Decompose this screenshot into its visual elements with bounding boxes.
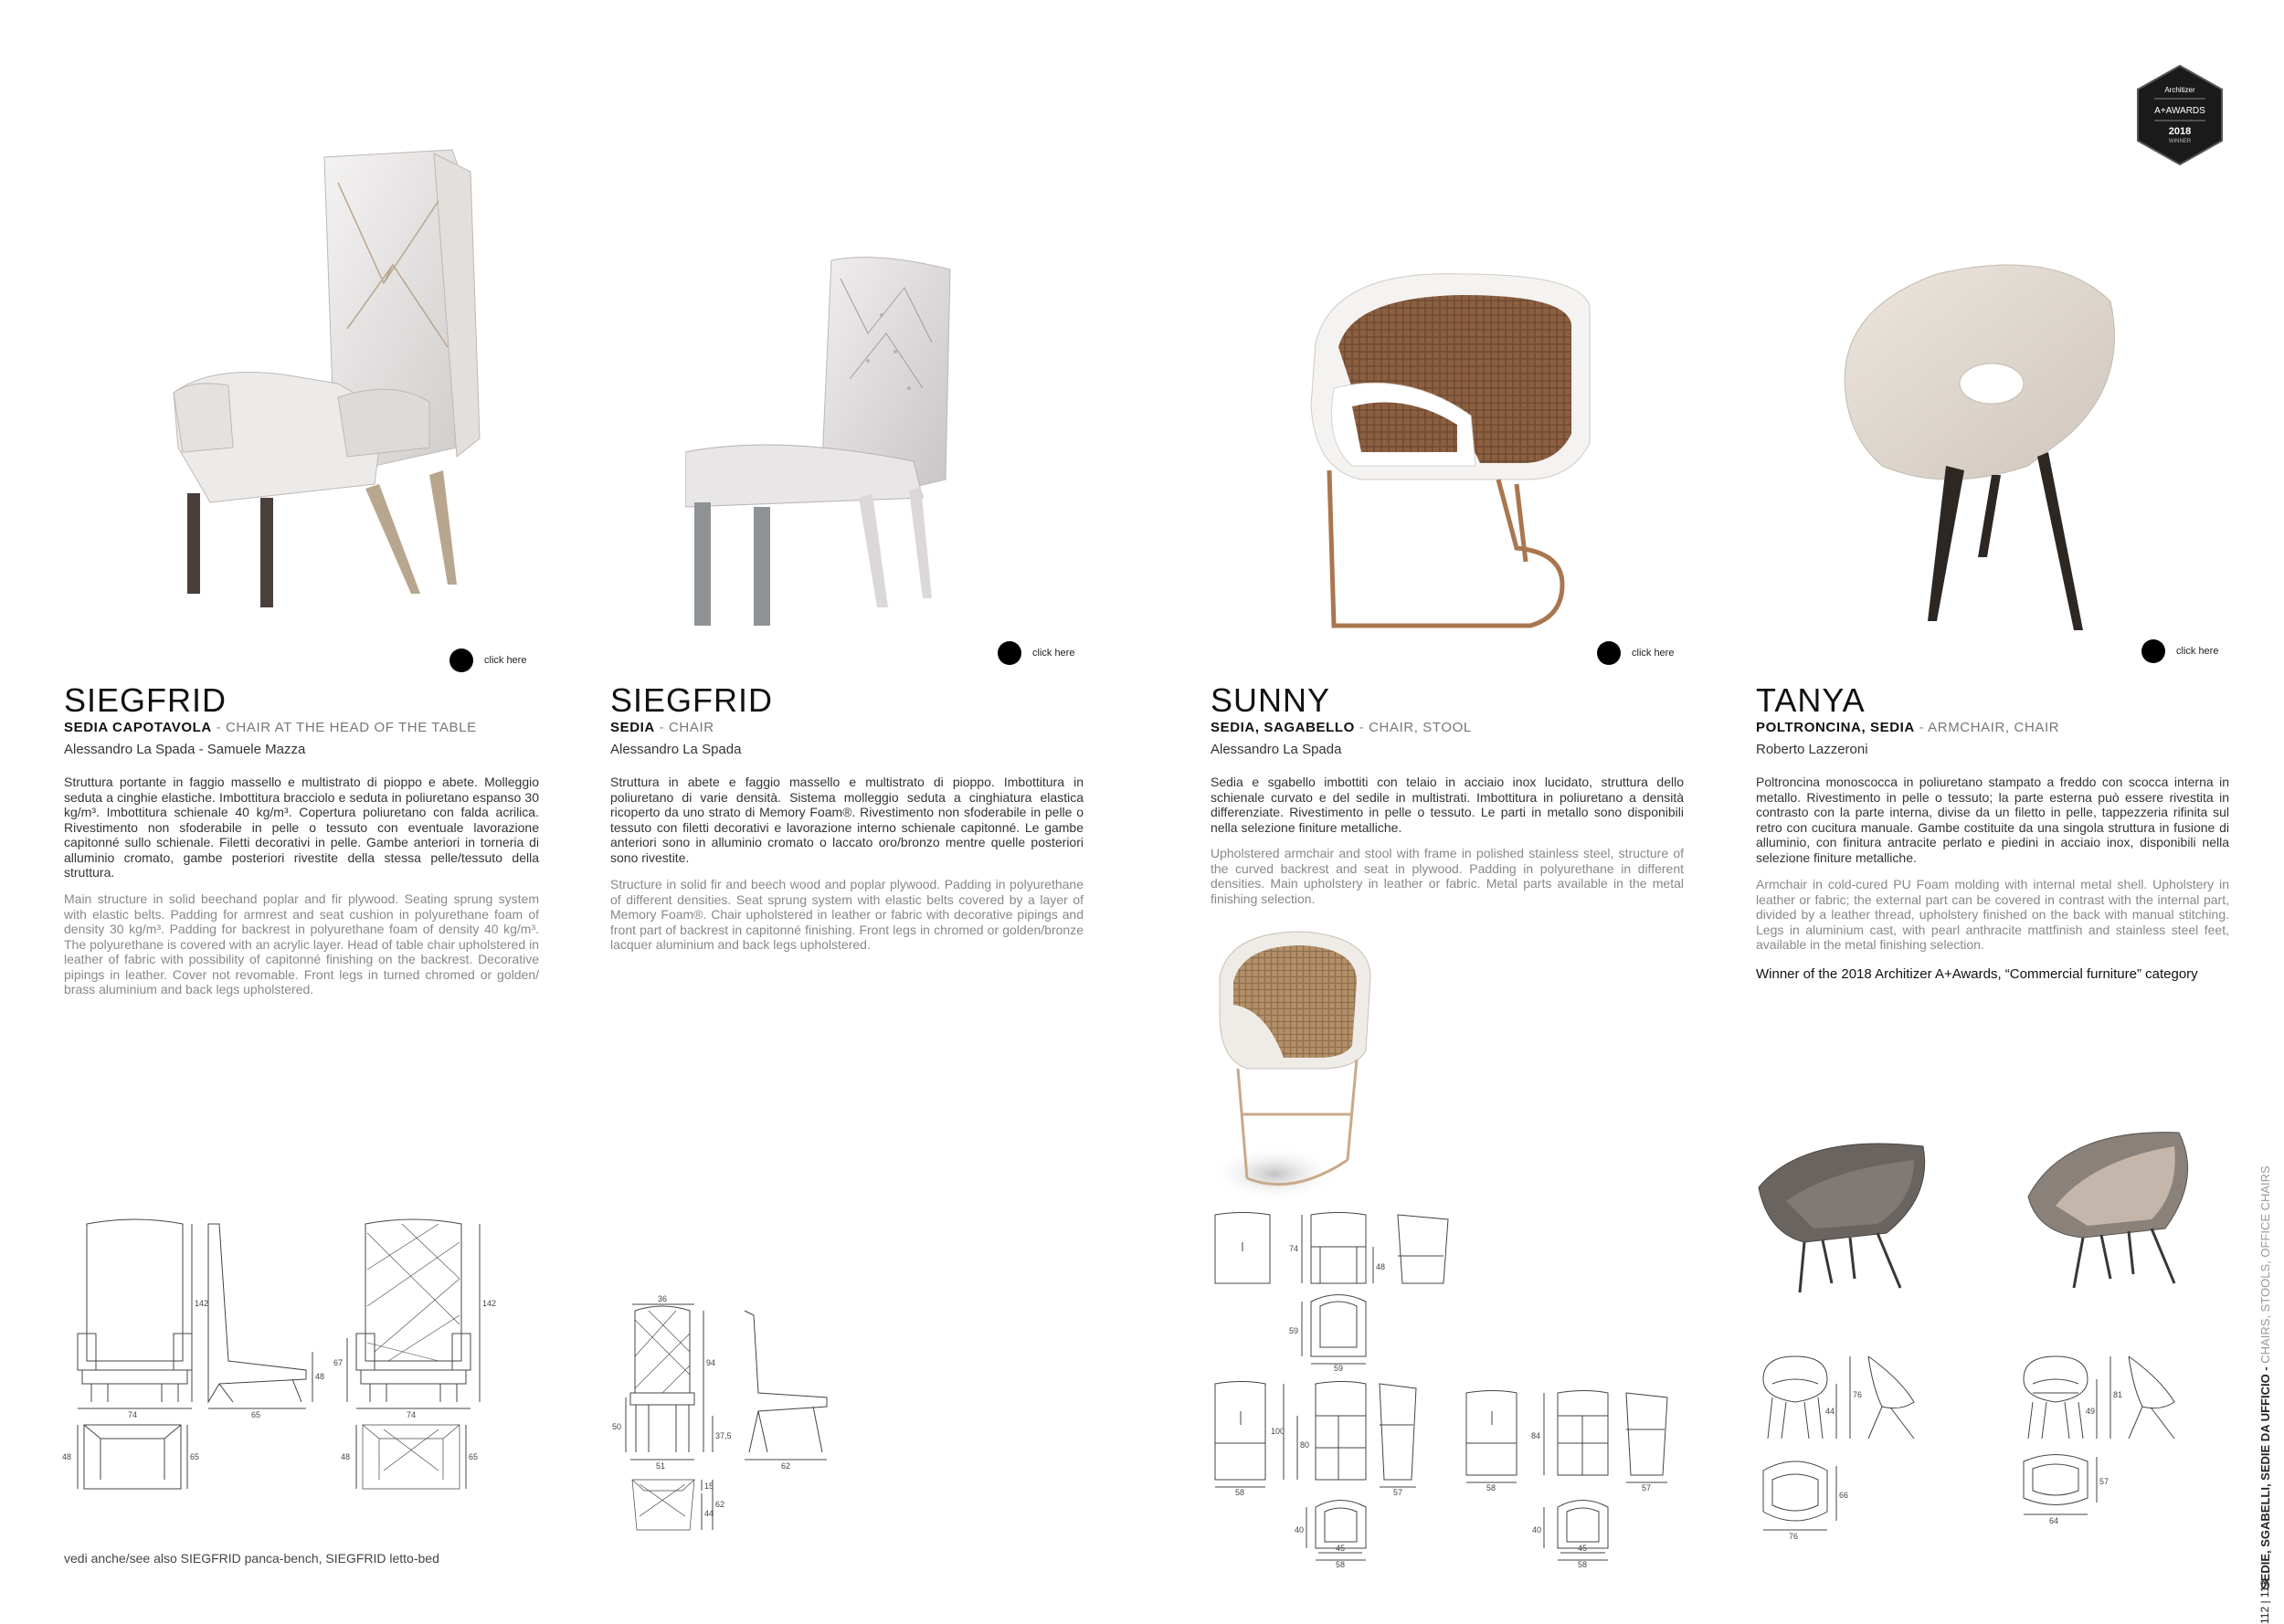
product-designer: Roberto Lazzeroni [1756, 742, 1868, 757]
product-subtitle [1211, 720, 1472, 735]
dimension-label: 62 [715, 1500, 725, 1509]
badge-brand: Architizer [2164, 86, 2195, 94]
dimension-label: 80 [1300, 1440, 1310, 1450]
description-italian: Struttura in abete e faggio massello e multistrato di pioppo. Imbottitura in poliuretano di varie densità. Sistema molleggio seduta a cinghiatura elastica ricoperto da uno strato di Memory Foam®. Rivestimento non sfoderabile in pelle o tessuto con filetti decorativi e lavorazione interno schienale capitonné. Le gambe anteriori sono in alluminio cromato o laccato oro/bronzo mentre quelle posteriori sono rivestite. [610, 775, 1084, 865]
dimension-label: 58 [1336, 1560, 1346, 1569]
dimension-label: 48 [62, 1452, 72, 1461]
dimension-label: 62 [781, 1461, 791, 1471]
siegfrid-head-chair-photo [155, 146, 484, 612]
dimension-label: 65 [190, 1452, 200, 1461]
dimension-label: 74 [128, 1410, 138, 1419]
description-english: Armchair in cold-cured PU Foam molding with internal metal shell. Upholstery in leather or fabric; the external part can be covered in contrast with the internal part, divided by a leather thread, upholstery finished on the back with manual stitching. Legs in aluminium cast, with pearl anthracite mattfinish and stainless steel feet, available in the metal finishing selection. [1756, 877, 2229, 952]
dimension-label: 66 [1839, 1491, 1849, 1500]
black-dot-icon [449, 649, 473, 672]
sunny-stool-technical-drawing-1 [1211, 1379, 1421, 1569]
product-designer: Alessandro La Spada [610, 742, 742, 757]
see-also-footnote: vedi anche/see also SIEGFRID panca-bench, SIEGFRID letto-bed [64, 1551, 439, 1566]
tanya-chair-photo [1836, 256, 2120, 639]
description-italian: Struttura portante in faggio massello e multistrato di pioppo e abete. Molleggio seduta a cinghie elastiche. Imbottitura bracciolo e seduta in poliuretano espanso 30 kg/m³. Imbottitura schienale 40 kg/m³. Copertura poliuretano con falda acrilica. Rivestimento non sfoderabile in pelle o tessuto con eventuale lavorazione capitonné sullo schienale. Filetti decorativi in pelle. Gambe anteriori in torneria di alluminio cromato, gambe posteriori rivestite della stessa pelle/tessuto della struttura. [64, 775, 539, 880]
click-here-link-siegfrid-head[interactable] [449, 649, 526, 672]
dimension-label: 48 [1376, 1262, 1386, 1271]
product-title: TANYA [1756, 681, 1866, 719]
siegfrid-chair-photo [685, 251, 959, 630]
dimension-label: 142 [482, 1299, 497, 1308]
click-here-link-tanya[interactable] [2141, 639, 2218, 663]
dimension-label: 64 [2049, 1516, 2059, 1525]
section-label-italian: SEDIE, SGABELLI, SEDIE DA UFFICIO - [2258, 1363, 2272, 1589]
subtitle-italian: POLTRONCINA, SEDIA [1756, 720, 1915, 735]
subtitle-english: CHAIR [668, 720, 714, 735]
tanya-technical-drawing-2 [2014, 1352, 2197, 1548]
dimension-label: 44 [704, 1509, 714, 1518]
dimension-label: 76 [1853, 1390, 1863, 1399]
product-subtitle [1756, 720, 2059, 735]
dimension-label: 59 [1289, 1326, 1299, 1335]
dimension-label: 57 [1642, 1483, 1652, 1492]
click-here-label: click here [1632, 648, 1675, 659]
product-designer: Alessandro La Spada - Samuele Mazza [64, 742, 306, 757]
sunny-chair-technical-drawing [1211, 1210, 1457, 1373]
dimension-label: 84 [1531, 1431, 1541, 1440]
subtitle-italian: SEDIA [610, 720, 655, 735]
dimension-label: 50 [612, 1422, 622, 1431]
dimension-label: 37,5 [715, 1431, 732, 1440]
dimension-label: 15 [704, 1482, 714, 1491]
subtitle-separator: - [1354, 720, 1369, 735]
dimension-label: 81 [2113, 1390, 2123, 1399]
award-winner-note: Winner of the 2018 Architizer A+Awards, “Commercial furniture” category [1756, 966, 2198, 982]
tanya-render-dark-photo [1750, 1133, 1932, 1297]
subtitle-english: CHAIR, STOOL [1369, 720, 1472, 735]
subtitle-separator: - [654, 720, 669, 735]
dimension-label: 51 [656, 1461, 666, 1471]
dimension-label: 65 [469, 1452, 479, 1461]
architizer-award-badge [2134, 64, 2226, 166]
section-label-english: CHAIRS, STOOLS, OFFICE CHAIRS [2258, 1165, 2272, 1364]
siegfrid-head-technical-drawing [62, 1215, 548, 1516]
dimension-label: 58 [1235, 1488, 1245, 1497]
dimension-label: 49 [2086, 1407, 2096, 1416]
description-italian: Sedia e sgabello imbottiti con telaio in acciaio inox lucidato, struttura dello schienale curvato e del sedile in multistrati. Imbottitura in poliuretano a densità differenziate. Rivestimento in pelle o tessuto. Le parti in metallo sono disponibili nella selezione finiture metalliche. [1211, 775, 1684, 835]
dimension-label: 45 [1336, 1544, 1346, 1553]
description-english: Main structure in solid beechand poplar and fir plywood. Seating sprung system with elastic belts. Padding for armrest and seat cushion in polyurethane foam of density 30 kg/m³. Padding for backrest in polyurethane foam of density 40 kg/m³. The polyurethane is covered with an acrylic layer. Head of table chair upholstered in leather of fabric with possibility of capitonné finishing on the backrest. Decorative pipings in leather. Cover not revomable. Front legs in turned chromed or golden/ brass aluminium and back legs upholstered. [64, 891, 539, 997]
sunny-stool-photo [1211, 923, 1384, 1206]
click-here-link-sunny[interactable] [1597, 641, 1674, 665]
dimension-label: 58 [1578, 1560, 1588, 1569]
product-designer: Alessandro La Spada [1211, 742, 1342, 757]
dimension-label: 48 [315, 1372, 325, 1381]
subtitle-english: ARMCHAIR, CHAIR [1928, 720, 2060, 735]
dimension-label: 65 [251, 1410, 261, 1419]
dimension-label: 76 [1789, 1532, 1799, 1541]
subtitle-separator: - [211, 720, 226, 735]
dimension-label: 100 [1271, 1427, 1285, 1436]
tanya-render-beige-photo [2019, 1123, 2202, 1288]
description-english: Structure in solid fir and beech wood and poplar plywood. Padding in polyurethane of different densities. Seat sprung system with elastic belts covered by a layer of Memory Foam®. Chair upholstered in leather or fabric with decorative pipings and front part of backrest in capitonné finishing. Front legs in chromed or golden/bronze lacquer aluminium and back legs upholstered. [610, 877, 1084, 952]
section-vertical-label [2258, 1165, 2272, 1589]
dimension-label: 36 [658, 1294, 668, 1303]
black-dot-icon [1597, 641, 1621, 665]
click-here-link-siegfrid-chair[interactable] [998, 641, 1074, 665]
sunny-chair-photo [1297, 260, 1599, 644]
subtitle-separator: - [1914, 720, 1929, 735]
badge-year: 2018 [2168, 126, 2192, 137]
dimension-label: 45 [1578, 1544, 1588, 1553]
product-subtitle [610, 720, 714, 735]
dimension-label: 40 [1532, 1525, 1542, 1534]
dimension-label: 67 [333, 1358, 344, 1367]
description-english: Upholstered armchair and stool with frame in polished stainless steel, structure of the curved backrest and seat in plywood. Padding in polyurethane in different densities. Main upholstery in leather or fabric. Metal parts available in the metal finishing selection. [1211, 846, 1684, 906]
badge-award: A+AWARDS [2154, 106, 2205, 116]
click-here-label: click here [1032, 648, 1075, 659]
dimension-label: 57 [2099, 1477, 2110, 1486]
product-subtitle [64, 720, 477, 735]
dimension-label: 74 [1289, 1244, 1299, 1253]
dimension-label: 44 [1825, 1407, 1835, 1416]
black-dot-icon [2141, 639, 2165, 663]
click-here-label: click here [2176, 646, 2219, 657]
product-title: SUNNY [1211, 681, 1331, 719]
page-numbers: 112 | 113 [2258, 1579, 2271, 1624]
dimension-label: 58 [1486, 1483, 1496, 1492]
badge-status: WINNER [2168, 139, 2192, 144]
dimension-label: 48 [341, 1452, 351, 1461]
tanya-technical-drawing-1 [1754, 1352, 1937, 1562]
description-italian: Poltroncina monoscocca in poliuretano stampato a freddo con scocca interna in metallo. Rivestimento in pelle o tessuto; la parte esterna può essere rivestita in contrasto con la parte interna, divise da un filetto in pelle, tappezzeria rifinita sul retro con cucitura manuale. Gambe costituite da una singola struttura in fusione di alluminio, con finitura antracite perlato e piedini in acciaio inox, disponibili nella selezione finiture metalliche. [1756, 775, 2229, 865]
dimension-label: 59 [1334, 1364, 1344, 1373]
sunny-stool-technical-drawing-2 [1462, 1388, 1681, 1569]
dimension-label: 57 [1393, 1488, 1403, 1497]
subtitle-english: CHAIR AT THE HEAD OF THE TABLE [225, 720, 477, 735]
siegfrid-chair-technical-drawing [612, 1294, 841, 1544]
dimension-label: 94 [706, 1358, 716, 1367]
dimension-label: 74 [407, 1410, 417, 1419]
dimension-label: 40 [1295, 1525, 1305, 1534]
subtitle-italian: SEDIA, SAGABELLO [1211, 720, 1355, 735]
dimension-label: 142 [195, 1299, 209, 1308]
click-here-label: click here [484, 655, 527, 666]
product-title: SIEGFRID [610, 681, 774, 719]
subtitle-italian: SEDIA CAPOTAVOLA [64, 720, 212, 735]
product-title: SIEGFRID [64, 681, 227, 719]
black-dot-icon [998, 641, 1021, 665]
